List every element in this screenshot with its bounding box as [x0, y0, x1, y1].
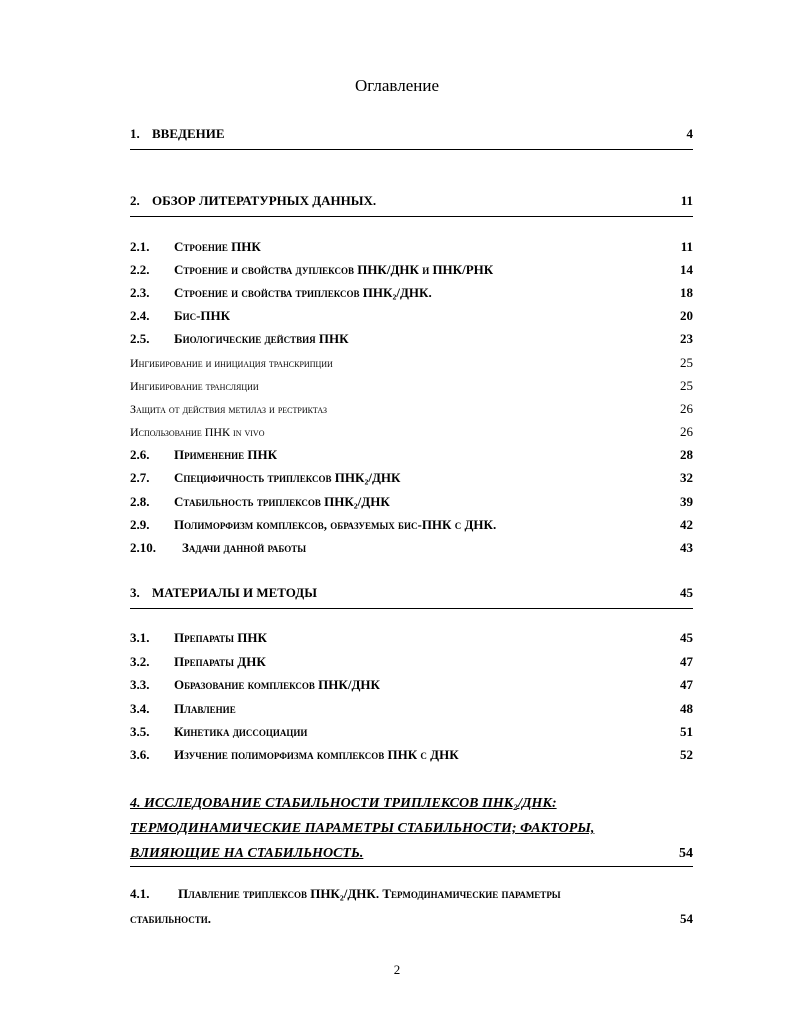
toc-number: 2.7. [130, 470, 150, 485]
toc-entry[interactable] [130, 285, 693, 307]
toc-entry[interactable] [130, 677, 693, 699]
toc-title: ОБЗОР ЛИТЕРАТУРНЫХ ДАННЫХ. [152, 193, 377, 208]
toc-number: 3.3. [130, 677, 150, 692]
toc-number: 3.6. [130, 747, 150, 762]
toc-number: 2. [130, 193, 140, 208]
toc-entry[interactable] [130, 517, 693, 539]
toc-entry[interactable] [130, 331, 693, 353]
toc-number: 2.2. [130, 262, 150, 277]
chapter4-line-2: ТЕРМОДИНАМИЧЕСКИЕ ПАРАМЕТРЫ СТАБИЛЬНОСТИ; ФАКТОРЫ, [130, 821, 595, 836]
toc-page: 11 [680, 239, 693, 254]
toc-page: 54 [680, 911, 693, 926]
toc-page: 45 [680, 630, 693, 645]
toc-title: Защита от действия метилаз и рестриктаз [130, 402, 328, 416]
toc-title: Задачи данной работы [182, 540, 307, 555]
toc-entry[interactable] [130, 654, 693, 676]
toc-number: 2.9. [130, 517, 150, 532]
toc-entry-chapter-2[interactable] [130, 193, 693, 217]
toc-page: 28 [680, 447, 693, 462]
toc-entry[interactable] [130, 540, 693, 562]
toc-page: 43 [680, 540, 693, 555]
toc-entry-chapter-4[interactable] [130, 791, 693, 867]
toc-page: 23 [680, 331, 693, 346]
toc-entry-minor[interactable] [130, 378, 693, 400]
toc-page: 26 [680, 401, 693, 416]
toc-entry[interactable] [130, 747, 693, 769]
toc-entry[interactable] [130, 262, 693, 284]
toc-title: Полиморфизм комплексов, образуемых бис-ПНК с ДНК. [174, 517, 497, 532]
toc-title: Бис-ПНК [174, 308, 231, 323]
toc-title: Изучение полиморфизма комплексов ПНК с ДНК [174, 747, 459, 762]
chapter4-line-3-text: ВЛИЯЮЩИЕ НА СТАБИЛЬНОСТЬ. [130, 846, 364, 861]
toc-entry[interactable] [130, 630, 693, 652]
toc-page: 25 [680, 355, 693, 370]
toc-title: Образование комплексов ПНК/ДНК [174, 677, 380, 692]
toc-entry-chapter-3[interactable] [130, 585, 693, 609]
toc-page: 26 [680, 424, 693, 439]
toc-title: Применение ПНК [174, 447, 278, 462]
toc-page: 51 [680, 724, 693, 739]
page-title: Оглавление [355, 76, 439, 95]
toc-title: Использование ПНК in vivo [130, 425, 265, 439]
toc-page: 4 [686, 126, 693, 141]
toc-title: Биологические действия ПНК [174, 331, 349, 346]
toc-title: Препараты ДНК [174, 654, 266, 669]
toc-entry-minor[interactable] [130, 424, 693, 446]
toc-page: 48 [680, 701, 693, 716]
toc-page: 25 [680, 378, 693, 393]
toc-page: 32 [680, 470, 693, 485]
toc-page: 18 [680, 285, 693, 300]
toc-page: 39 [680, 494, 693, 509]
toc-page: 54 [679, 846, 693, 861]
toc-page: 52 [680, 747, 693, 762]
toc-title: Строение и свойства дуплексов ПНК/ДНК и ПНК/РНК [174, 262, 494, 277]
toc-title: ВВЕДЕНИЕ [152, 126, 225, 141]
toc-entry-minor[interactable] [130, 355, 693, 377]
toc-page: 42 [680, 517, 693, 532]
toc-title: МАТЕРИАЛЫ И МЕТОДЫ [152, 585, 317, 600]
toc-page: 11 [680, 193, 693, 208]
toc-title-line-2: стабильности. [130, 911, 212, 926]
toc-title: Кинетика диссоциации [174, 724, 308, 739]
toc-title: Стабильность триплексов ПНК₂/ДНК [174, 494, 390, 509]
toc-entry-section-4-1[interactable] [130, 886, 693, 927]
toc-entry[interactable] [130, 470, 693, 492]
toc-number: 2.3. [130, 285, 150, 300]
toc-number: 2.4. [130, 308, 150, 323]
toc-entry-chapter-1[interactable] [130, 126, 693, 150]
toc-page: 14 [680, 262, 693, 277]
toc-title: Строение ПНК [174, 239, 261, 254]
toc-number: 2.5. [130, 331, 150, 346]
toc-entry[interactable] [130, 724, 693, 746]
toc-title: Плавление [174, 701, 236, 716]
toc-entry[interactable] [130, 701, 693, 723]
chapter4-line-3 [130, 841, 693, 867]
toc-page: 20 [680, 308, 693, 323]
toc-number: 2.8. [130, 494, 150, 509]
chapter4-line-1: 4. ИССЛЕДОВАНИЕ СТАБИЛЬНОСТИ ТРИПЛЕКСОВ ПНК₂/ДНК: [130, 796, 557, 811]
toc-entry-minor[interactable] [130, 401, 693, 423]
toc-entry[interactable] [130, 447, 693, 469]
toc-number: 3. [130, 585, 140, 600]
toc-title: Строение и свойства триплексов ПНК₂/ДНК. [174, 285, 432, 300]
toc-number: 2.6. [130, 447, 150, 462]
toc-title: Специфичность триплексов ПНК₂/ДНК [174, 470, 401, 485]
toc-page: 45 [680, 585, 693, 600]
toc-entry[interactable] [130, 239, 693, 261]
toc-page: 47 [680, 677, 693, 692]
toc-number: 4.1. [130, 886, 150, 901]
toc-title: Ингибирование и инициация транскрипции [130, 356, 333, 370]
toc-number: 3.2. [130, 654, 150, 669]
toc-number: 3.4. [130, 701, 150, 716]
toc-title: Ингибирование трансляции [130, 379, 259, 393]
toc-entry[interactable] [130, 308, 693, 330]
toc-title-line-1: Плавление триплексов ПНК₂/ДНК. Термодинамические параметры [178, 886, 561, 901]
toc-title: Препараты ПНК [174, 630, 267, 645]
toc-number: 2.1. [130, 239, 150, 254]
toc-entry[interactable] [130, 494, 693, 516]
toc-number: 3.5. [130, 724, 150, 739]
toc-number: 1. [130, 126, 140, 141]
page-number: 2 [393, 962, 401, 977]
toc-page: 47 [680, 654, 693, 669]
toc-number: 3.1. [130, 630, 150, 645]
toc-number: 2.10. [130, 540, 156, 555]
